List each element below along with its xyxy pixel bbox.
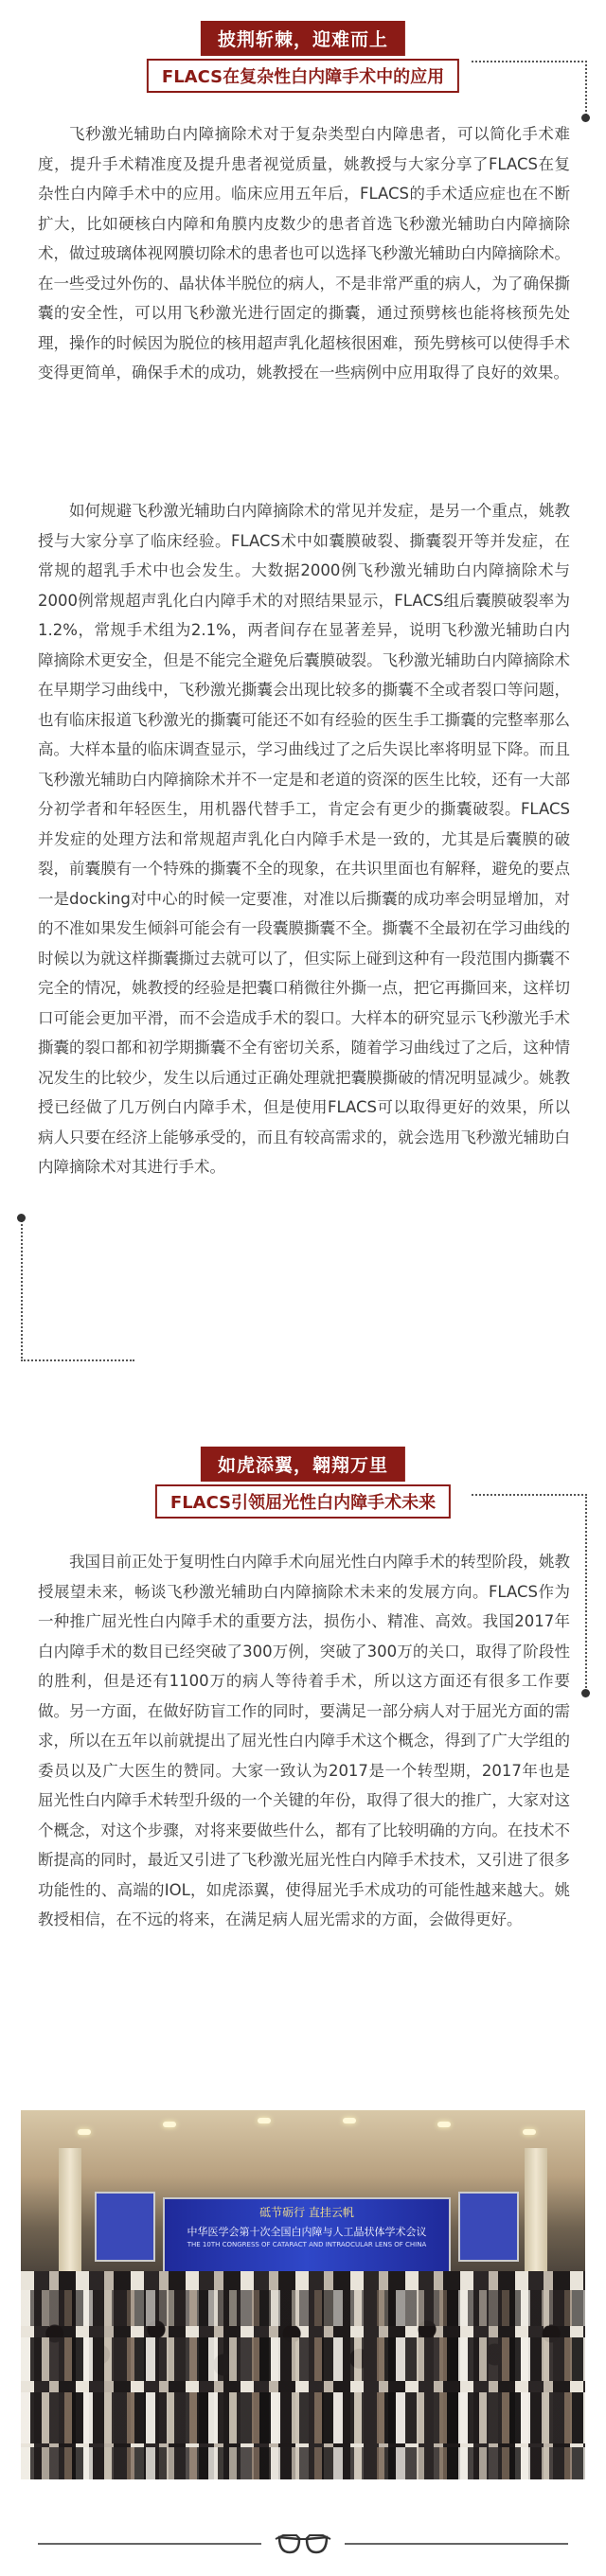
side-screen-right (458, 2192, 519, 2262)
ceiling-light (523, 2129, 536, 2135)
section1-subtitle: FLACS在复杂性白内障手术中的应用 (147, 59, 459, 93)
section1-frame-dot-bottom (17, 1214, 26, 1222)
conference-photo (21, 2110, 585, 2479)
side-screen-left (95, 2192, 155, 2262)
footer-divider-left (38, 2543, 261, 2545)
section2-paragraph-1: 我国目前正处于复明性白内障手术向屈光性白内障手术的转型阶段，姚教授展望未来，畅谈飞秒激光辅助白内障摘除术未来的发展方向。FLACS作为一种推广屈光性白内障手术的重要方法，损伤小、精准、高效。我国2017年白内障手术的数目已经突破了300万例，突破了300万的关口，取得了阶段性的胜利，但是还有1100万的病人等待着手术，所以这方面还有很多工作要做。另一方面，在做好防盲工作的同时，要满足一部分病人对于屈光方面的需求，所以在五年以前就提出了屈光性白内障手术这个概念，得到了广大学组的委员以及广大医生的赞同。大家一致认为2017是一个转型期，2017年也是屈光性白内障手术转型升级的一个关键的年份，取得了很大的推广，大家对这个概念，对这个步骤，对将来要做些什么，都有了比较明确的方向。在技术不断提高的同时，最近又引进了飞秒激光屈光性白内障手术技术，又引进了很多功能性的、高端的IOL，如虎添翼，使得屈光手术成功的可能性越来越大。姚教授相信，在不远的将来，在满足病人屈光需求的方面，会做得更好。 (38, 1553, 570, 1928)
ceiling-light (343, 2118, 356, 2123)
ceiling-light (258, 2118, 271, 2123)
section1-paragraph-2: 如何规避飞秒激光辅助白内障摘除术的常见并发症，是另一个重点，姚教授与大家分享了临床经验。FLACS术中如囊膜破裂、撕囊裂开等并发症，在常规的超乳手术中也会发生。大数据2000例飞秒激光辅助白内障摘除术与2000例常规超声乳化白内障手术的对照结果显示，FLACS组后囊膜破裂率为1.2%，常规手术组为2.1%，两者间存在显著差异，说明飞秒激光辅助白内障摘除术更安全，但是不能完全避免后囊膜破裂。飞秒激光辅助白内障摘除术在早期学习曲线中，飞秒激光撕囊会出现比较多的撕囊不全或者裂口等问题，也有临床报道飞秒激光的撕囊可能还不如有经验的医生手工撕囊的完整率那么高。大样本量的临床调查显示，学习曲线过了之后失误比率将明显下降。而且飞秒激光辅助白内障摘除术并不一定是和老道的资深的医生比较，还有一大部分初学者和年轻医生，用机器代替手工，肯定会有更少的撕囊破裂。FLACS并发症的处理方法和常规超声乳化白内障手术是一致的，尤其是后囊膜的破裂，前囊膜有一个特殊的撕囊不全的现象，在共识里面也有解释，避免的要点一是docking对中心的时候一定要准，对准以后撕囊的成功率会明显增加，对的不准如果发生倾斜可能会有一段囊膜撕囊不全。撕囊不全最初在学习曲线的时候以为就这样撕囊撕过去就可以了，但实际上碰到这种有一段范围内撕囊不完全的情况，姚教授的经验是把囊口稍微往外撕一点，把它再撕回来，这样切口可能会更加平滑，而不会造成手术的裂口。大样本的研究显示飞秒激光手术撕囊的裂口都和初学期撕囊不全有密切关系，随着学习曲线过了之后，这种情况发生的比较少，发生以后通过正确处理就把囊膜撕破的情况明显减少。姚教授已经做了几万例白内障手术，但是使用FLACS可以取得更好的效果，所以病人只要在经济上能够承受的，而且有较高需求的，就会选用飞秒激光辅助白内障摘除术对其进行手术。 (38, 502, 570, 1176)
banner-slogan: 砥节砺行 直挂云帆 (259, 2206, 354, 2219)
section1-title: 披荆斩棘，迎难而上 (201, 21, 405, 56)
banner-title: 中华医学会第十次全国白内障与人工晶状体学术会议 (187, 2226, 427, 2238)
section2-heading (155, 1447, 451, 1519)
section1-frame-bottom-left (21, 1217, 134, 1361)
section2-subtitle: FLACS引领屈光性白内障手术未来 (155, 1484, 451, 1519)
banner-english: THE 10TH CONGRESS OF CATARACT AND INTRAOCULAR LENS OF CHINA (187, 2241, 427, 2248)
section1-paragraph-1: 飞秒激光辅助白内障摘除术对于复杂类型白内障患者，可以简化手术难度，提升手术精准度及提升患者视觉质量，姚教授与大家分享了FLACS在复杂性白内障手术中的应用。临床应用五年后，FLACS的手术适应症也在不断扩大，比如硬核白内障和角膜内皮数少的患者首选飞秒激光辅助白内障摘除术，做过玻璃体视网膜切除术的患者也可以选择飞秒激光辅助白内障摘除术。在一些受过外伤的、晶状体半脱位的病人，不是非常严重的病人，为了确保撕囊的安全性，可以用飞秒激光进行固定的撕囊，通过预劈核也能将核预先处理，操作的时候因为脱位的核用超声乳化超核很困难，预先劈核可以使得手术变得更简单，确保手术的成功，姚教授在一些病例中应用取得了良好的效果。 (38, 125, 570, 382)
footer-divider-right (345, 2543, 568, 2545)
ceiling-light (163, 2122, 176, 2127)
stage-banner (163, 2197, 451, 2275)
section1-frame-dot-top (581, 114, 590, 122)
glasses-icon (274, 2532, 332, 2556)
section2-title: 如虎添翼，翱翔万里 (201, 1447, 405, 1482)
section1-heading (147, 21, 459, 93)
ceiling-light (78, 2129, 91, 2135)
ceiling-light (437, 2122, 451, 2127)
section2-frame-dot (581, 1689, 590, 1697)
section1-frame-top-right (472, 61, 587, 119)
audience-crowd (21, 2271, 585, 2479)
